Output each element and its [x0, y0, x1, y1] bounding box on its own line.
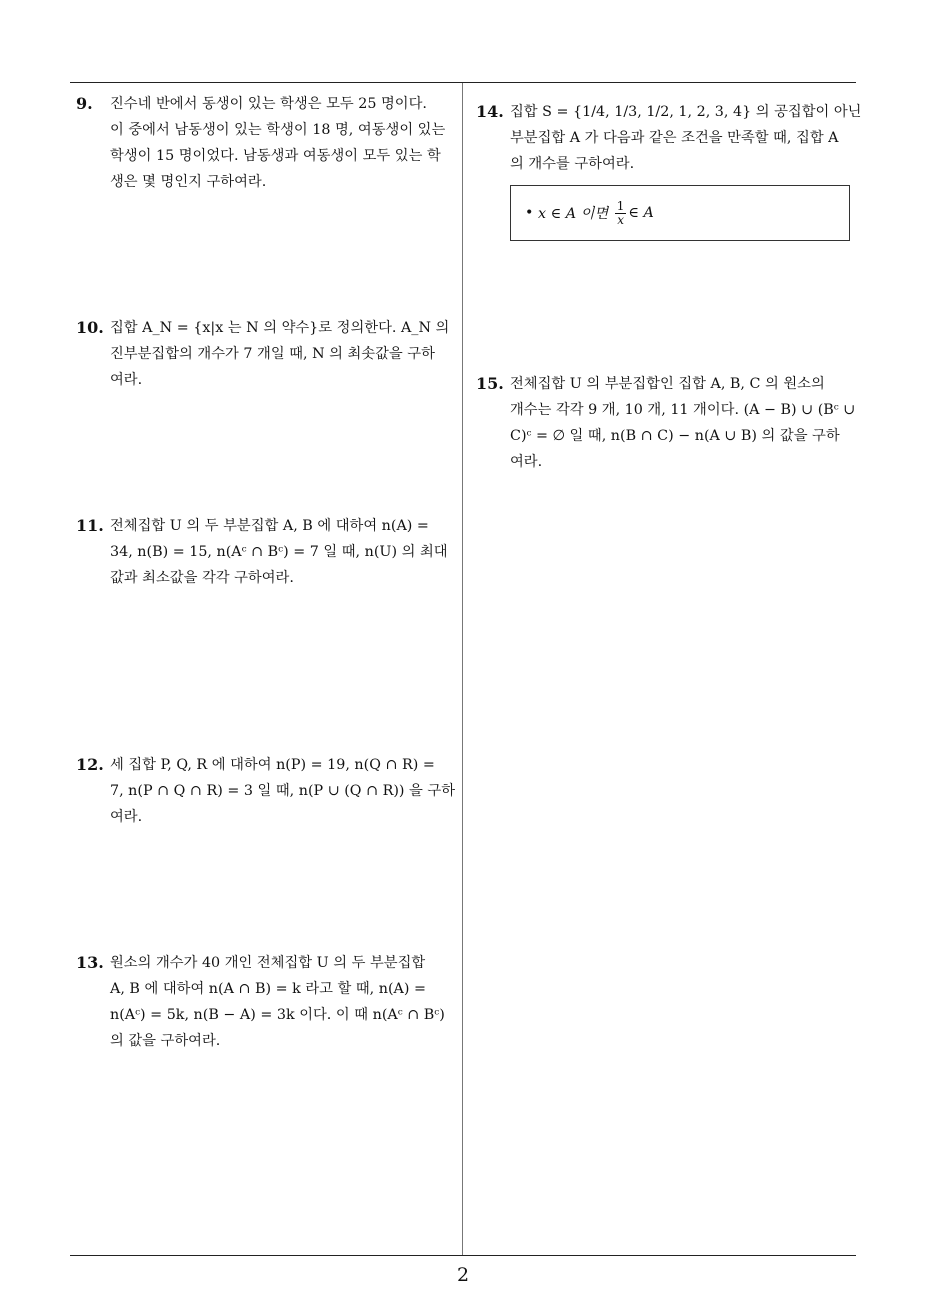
condition-conclusion: ∈ A — [628, 205, 654, 221]
problem-line: 의 값을 구하여라. — [110, 1033, 221, 1049]
problem-text — [510, 99, 862, 177]
condition-box — [510, 185, 850, 241]
problem-line: C)ᶜ = ∅ 일 때, n(B ∩ C) − n(A ∪ B) 의 값을 구하 — [510, 428, 840, 444]
page-number: 2 — [456, 1264, 470, 1286]
problem-text — [110, 752, 456, 830]
problem-number: 10. — [76, 318, 104, 337]
problem-line: 진부분집합의 개수가 7 개일 때, N 의 최솟값을 구하 — [110, 346, 435, 362]
problem-13 — [76, 950, 456, 1054]
problem-text — [110, 513, 456, 591]
column-divider — [462, 83, 463, 1255]
header-rule — [70, 82, 856, 83]
problem-11 — [76, 513, 456, 591]
problem-14 — [476, 99, 862, 241]
problem-text — [110, 315, 456, 393]
problem-line: 원소의 개수가 40 개인 전체집합 U 의 두 부분집합 — [110, 955, 426, 971]
problem-line: 34, n(B) = 15, n(Aᶜ ∩ Bᶜ) = 7 일 때, n(U) 의 최대 — [110, 544, 448, 560]
problem-line: 생은 몇 명인지 구하여라. — [110, 174, 267, 190]
problem-line: n(Aᶜ) = 5k, n(B − A) = 3k 이다. 이 때 n(Aᶜ ∩ Bᶜ) — [110, 1007, 445, 1023]
condition-premise: x ∈ A 이면 — [537, 206, 609, 222]
problem-number: 9. — [76, 94, 93, 113]
problem-line: A, B 에 대하여 n(A ∩ B) = k 라고 할 때, n(A) = — [110, 981, 426, 997]
problem-number: 14. — [476, 102, 504, 121]
problem-number: 15. — [476, 374, 504, 393]
problem-10 — [76, 315, 456, 393]
problem-text — [110, 91, 456, 195]
problem-line: 전체집합 U 의 두 부분집합 A, B 에 대하여 n(A) = — [110, 518, 429, 534]
problem-12 — [76, 752, 456, 830]
problem-line: 여라. — [110, 809, 143, 825]
bullet-icon: • — [525, 205, 534, 221]
problem-line: 집합 S = {1/4, 1/3, 1/2, 1, 2, 3, 4} 의 공집합이 아닌 — [510, 104, 862, 120]
problem-line: 7, n(P ∩ Q ∩ R) = 3 일 때, n(P ∪ (Q ∩ R)) 을 구하 — [110, 783, 456, 799]
problem-number: 11. — [76, 516, 104, 535]
problem-number: 13. — [76, 953, 104, 972]
fraction-denominator: x — [617, 212, 624, 227]
fraction — [615, 200, 627, 227]
fraction-numerator: 1 — [616, 198, 625, 213]
problem-line: 세 집합 P, Q, R 에 대하여 n(P) = 19, n(Q ∩ R) = — [110, 757, 435, 773]
problem-line: 집합 A_N = {x|x 는 N 의 약수}로 정의한다. A_N 의 — [110, 320, 450, 336]
problem-line: 값과 최소값을 각각 구하여라. — [110, 570, 294, 586]
problem-line: 이 중에서 남동생이 있는 학생이 18 명, 여동생이 있는 — [110, 122, 446, 138]
footer-rule — [70, 1255, 856, 1256]
problem-line: 여라. — [110, 372, 143, 388]
problem-text — [510, 371, 858, 475]
problem-text — [110, 950, 456, 1054]
problem-9 — [76, 91, 456, 195]
problem-line: 여라. — [510, 454, 543, 470]
problem-line: 진수네 반에서 동생이 있는 학생은 모두 25 명이다. — [110, 96, 427, 112]
problem-number: 12. — [76, 755, 104, 774]
problem-line: 학생이 15 명이었다. 남동생과 여동생이 모두 있는 학 — [110, 148, 441, 164]
problem-line: 의 개수를 구하여라. — [510, 156, 635, 172]
problem-line: 전체집합 U 의 부분집합인 집합 A, B, C 의 원소의 — [510, 376, 825, 392]
problem-line: 개수는 각각 9 개, 10 개, 11 개이다. (A − B) ∪ (Bᶜ ∪ — [510, 402, 856, 418]
problem-line: 부분집합 A 가 다음과 같은 조건을 만족할 때, 집합 A — [510, 130, 839, 146]
problem-15 — [476, 371, 858, 475]
